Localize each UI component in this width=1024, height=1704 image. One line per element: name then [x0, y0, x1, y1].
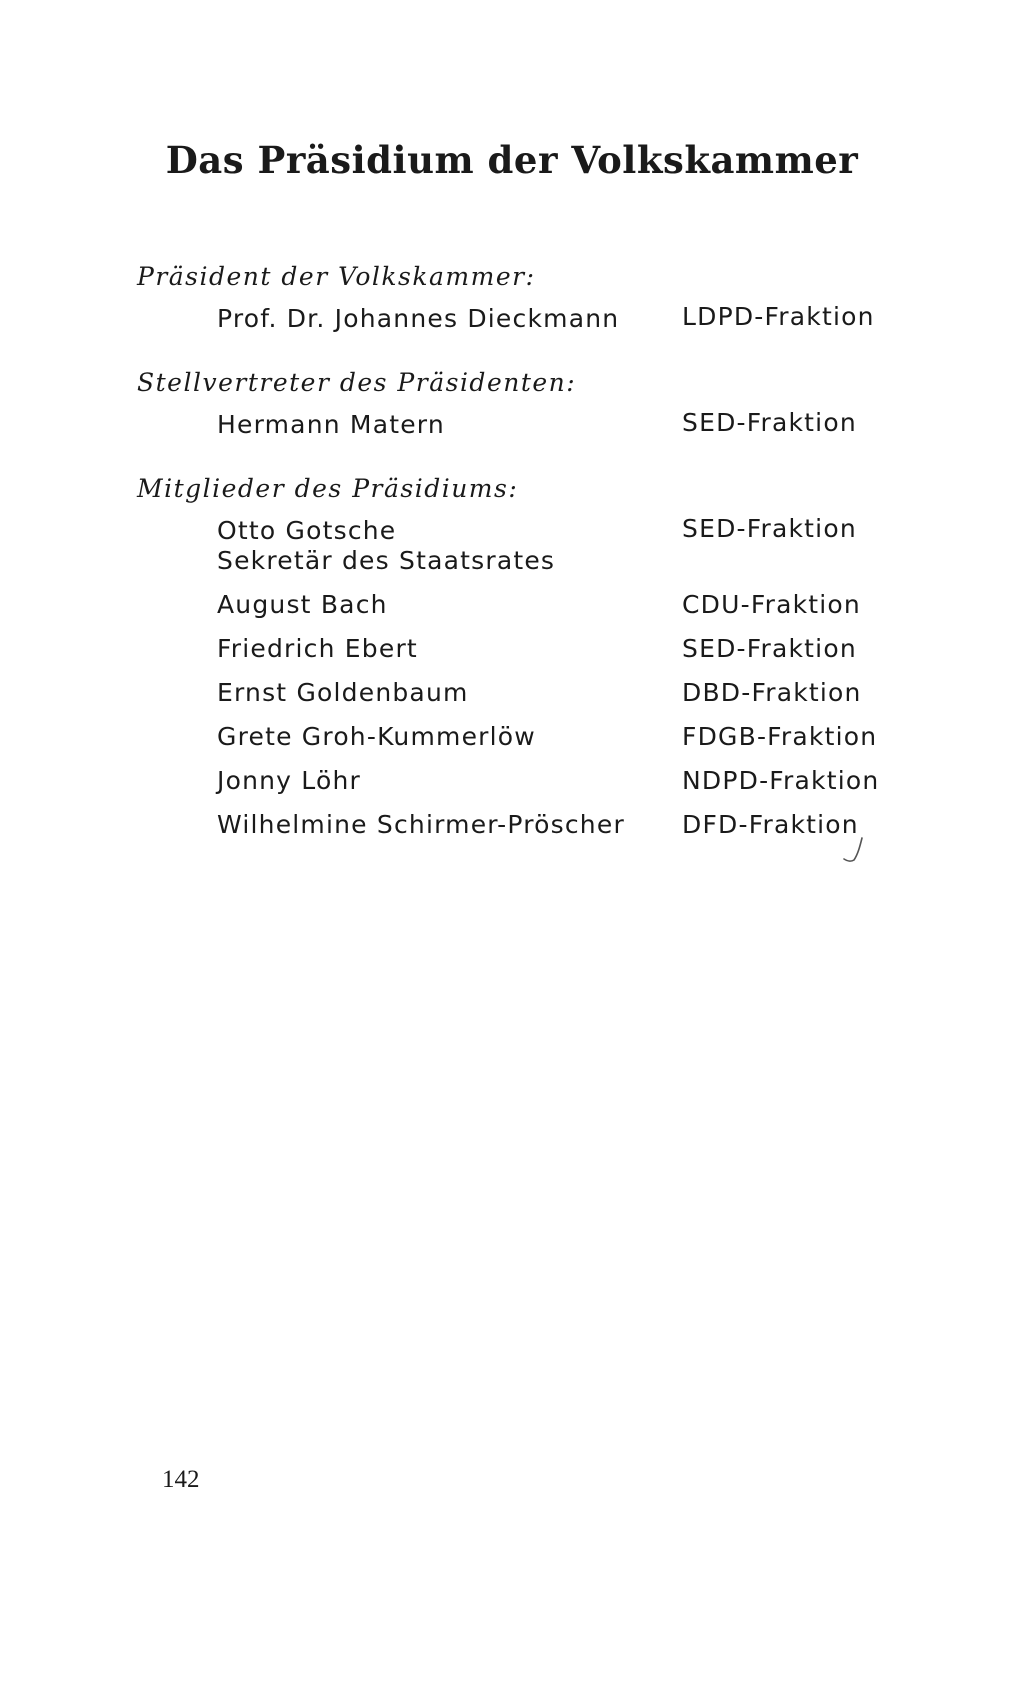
member-faction: SED-Fraktion	[682, 634, 857, 663]
section-heading-members: Mitglieder des Präsidiums:	[137, 474, 519, 503]
member-name: Grete Groh-Kummerlöw	[217, 722, 536, 751]
member-name: Wilhelmine Schirmer-Pröscher	[217, 810, 625, 839]
member-name: Friedrich Ebert	[217, 634, 418, 663]
member-name	[217, 516, 555, 576]
member-faction: DFD-Fraktion	[682, 810, 859, 839]
page-title: Das Präsidium der Volkskammer	[165, 138, 859, 182]
member-faction: NDPD-Fraktion	[682, 766, 880, 795]
page-number: 142	[162, 1466, 200, 1493]
member-name: Ernst Goldenbaum	[217, 678, 469, 707]
member-faction: SED-Fraktion	[682, 514, 857, 543]
member-name: August Bach	[217, 590, 388, 619]
member-note: Sekretär des Staatsrates	[217, 546, 556, 575]
member-name: Jonny Löhr	[217, 766, 362, 795]
member-name: Hermann Matern	[217, 410, 445, 439]
member-faction: FDGB-Fraktion	[682, 722, 878, 751]
member-faction: DBD-Fraktion	[682, 678, 862, 707]
section-heading-deputy: Stellvertreter des Präsidenten:	[137, 368, 577, 397]
member-faction: CDU-Fraktion	[682, 590, 861, 619]
member-name: Prof. Dr. Johannes Dieckmann	[217, 304, 620, 333]
section-heading-president: Präsident der Volkskammer:	[137, 262, 536, 291]
pen-mark	[838, 836, 868, 864]
member-faction: LDPD-Fraktion	[682, 302, 875, 331]
member-faction: SED-Fraktion	[682, 408, 857, 437]
member-name-text: Otto Gotsche	[217, 516, 397, 545]
